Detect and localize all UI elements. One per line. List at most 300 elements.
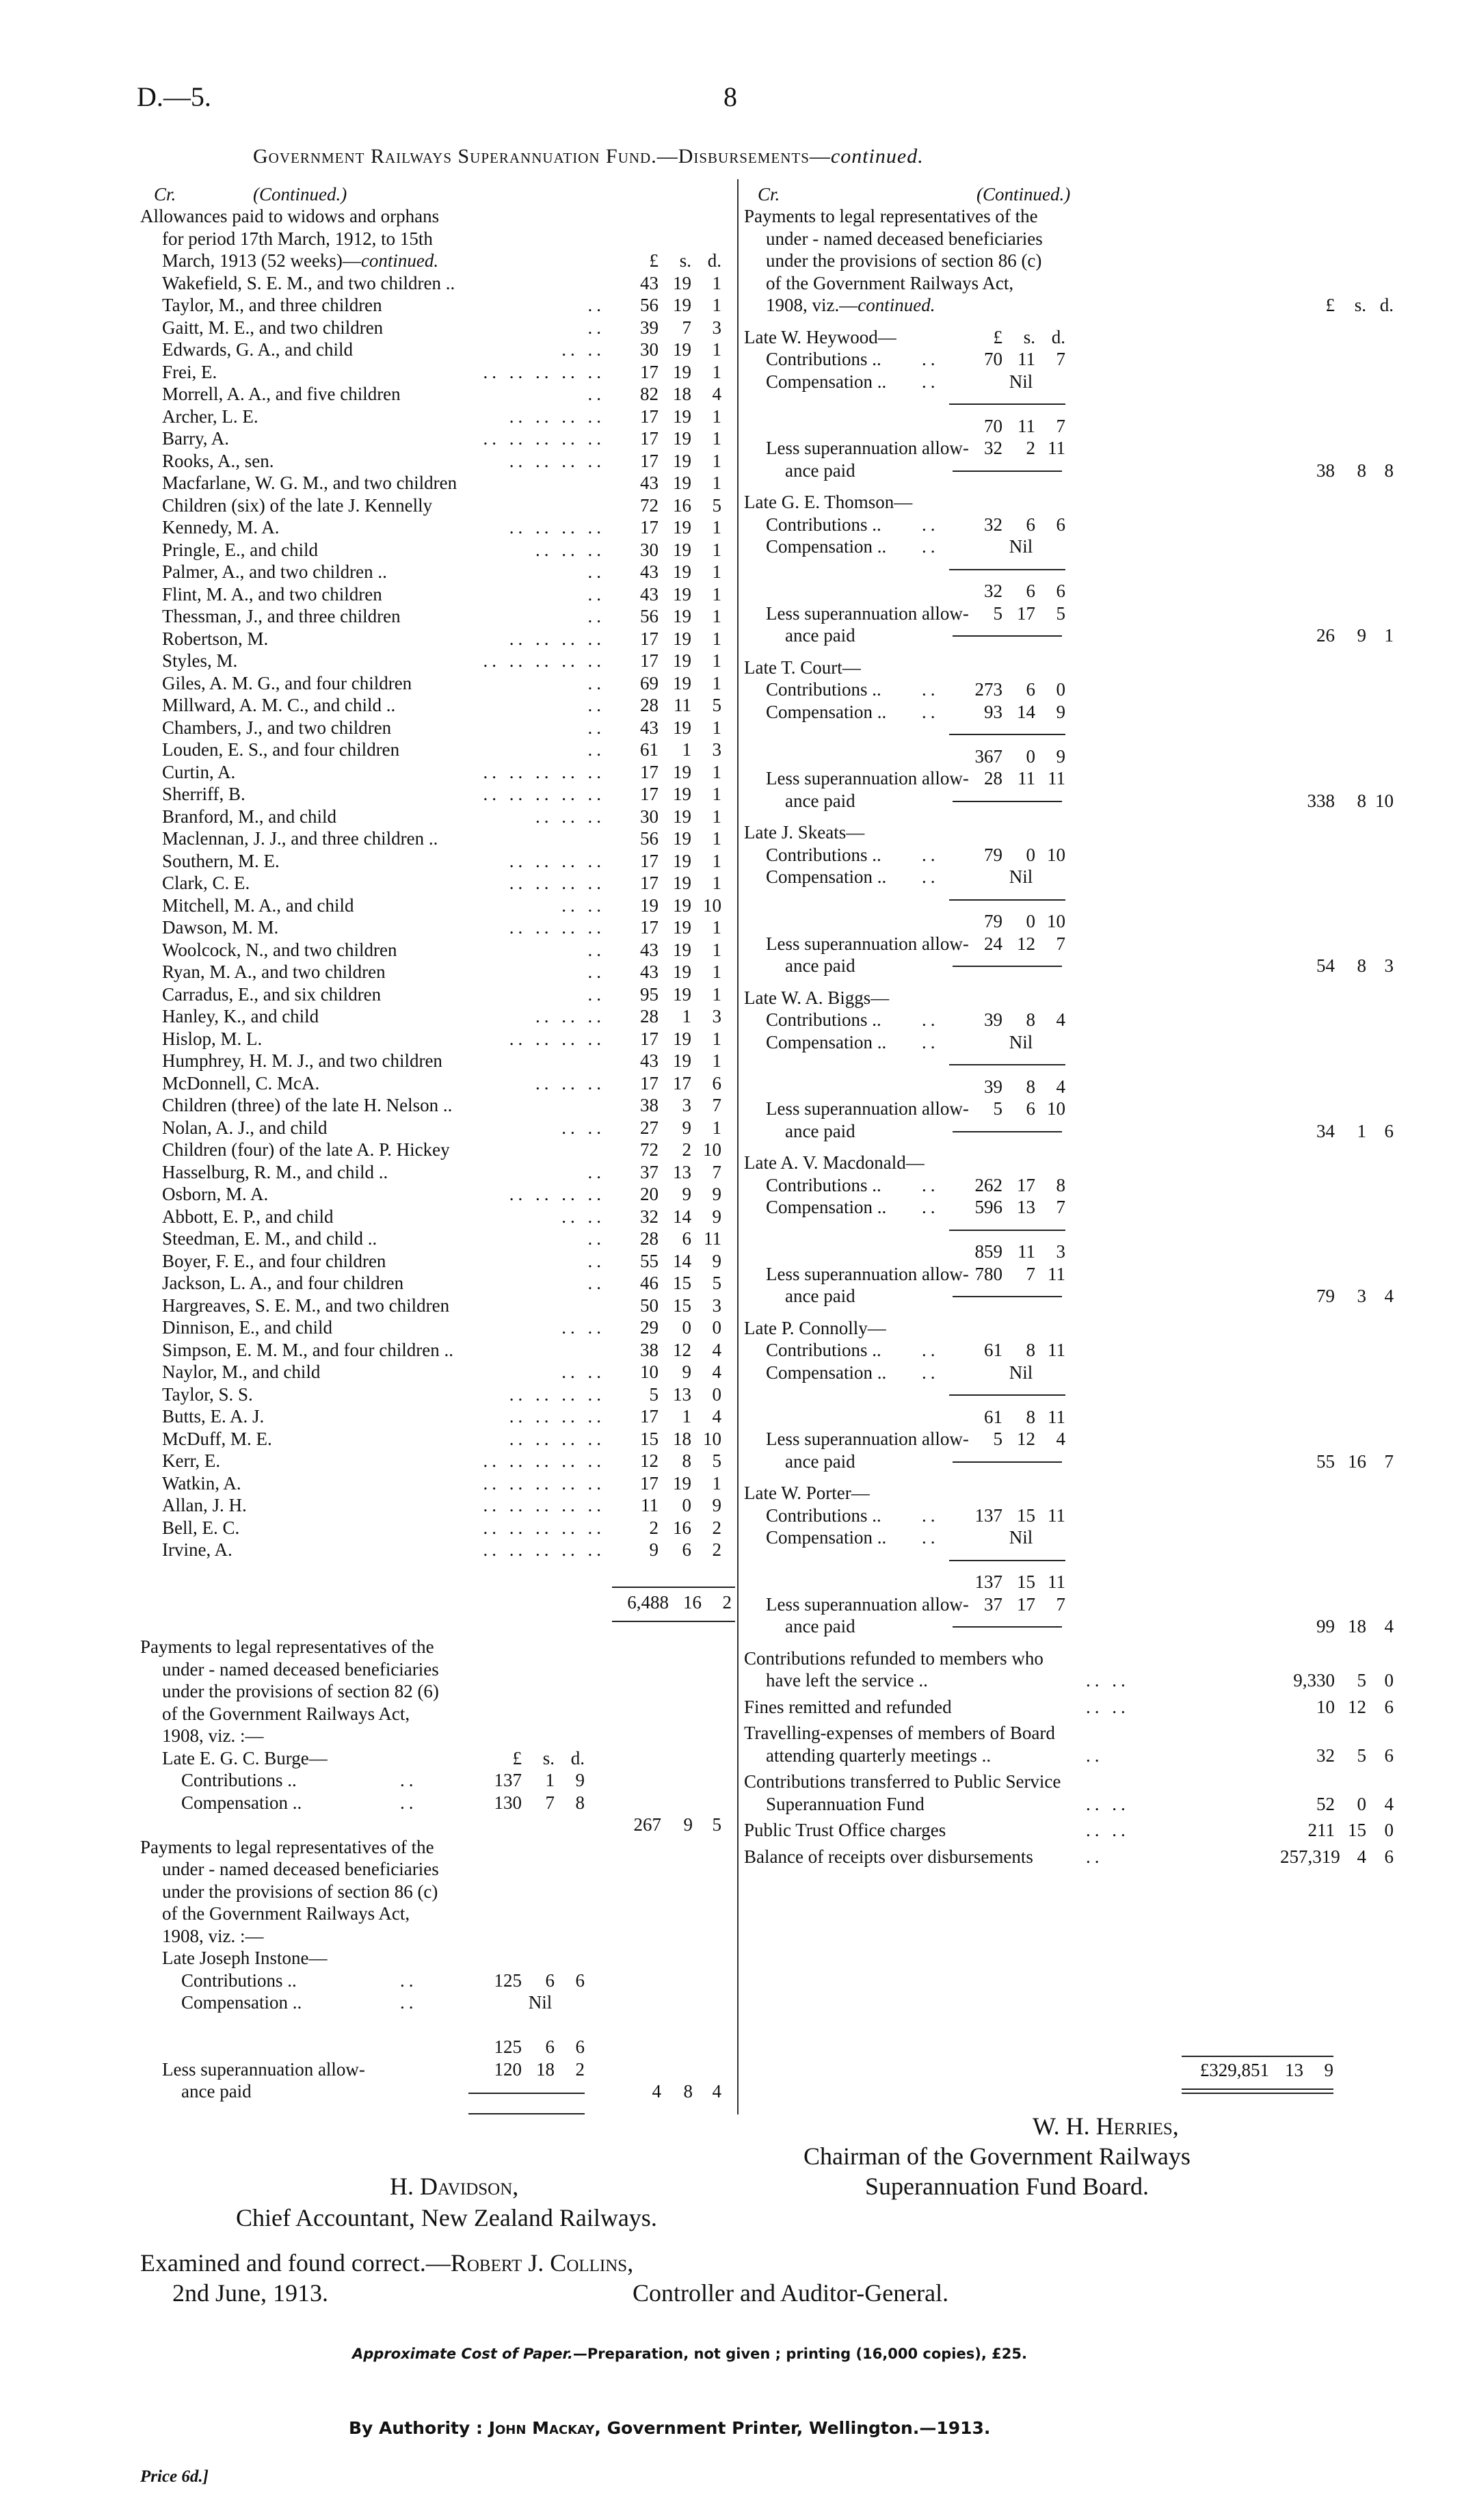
grand-total-double-rule — [1182, 2088, 1333, 2094]
person-name: Late A. V. Macdonald— — [744, 1152, 925, 1173]
allowance-row — [140, 916, 742, 939]
amount-d: 3 — [1056, 1241, 1065, 1262]
less-row-2 — [744, 1120, 1394, 1143]
sundry-label: Fines remitted and refunded — [744, 1696, 952, 1717]
sundry-label: Contributions refunded to members who — [744, 1647, 1044, 1669]
amount-l: 367 — [974, 745, 1002, 767]
leader-dots: .. .. — [1086, 1670, 1130, 1690]
less-rule — [953, 1296, 1062, 1297]
allowance-amount — [612, 1494, 721, 1517]
less-row — [744, 1428, 1332, 1450]
leader-dots: .. — [922, 866, 940, 887]
currency-unit: £ — [993, 326, 1002, 347]
allowance-row — [140, 294, 742, 317]
person-name-row — [744, 1152, 1332, 1174]
allowance-amount — [612, 450, 721, 473]
allowance-row — [140, 1428, 742, 1450]
amount-d: 3 — [712, 1006, 721, 1026]
contributions-row — [744, 1009, 1332, 1031]
amount-l: 43 — [640, 272, 659, 293]
leader-dots: .. .. .. .. — [509, 1383, 605, 1405]
allowance-row — [140, 1494, 742, 1517]
subtotal-amount — [949, 1571, 1065, 1593]
contributions-row — [744, 1339, 1332, 1362]
allowances-list — [140, 272, 742, 1561]
amount-l: 17 — [640, 873, 659, 893]
allowance-amount — [612, 850, 721, 873]
amount-s: 15 — [673, 1273, 691, 1293]
leader-dots: .. — [922, 1340, 940, 1360]
leader-dots: .. .. .. .. .. — [483, 428, 605, 449]
currency-unit: d. — [1051, 326, 1065, 347]
amount-l: 32 — [984, 514, 1002, 535]
amount-s: 19 — [673, 806, 691, 827]
sundry-row — [744, 1722, 1332, 1745]
amount-d: 4 — [712, 1406, 721, 1427]
amount-d: 3 — [712, 1295, 721, 1316]
amount-d: 2 — [712, 1517, 721, 1538]
rule-row — [744, 1219, 1332, 1241]
amount-s: 19 — [673, 450, 691, 471]
amount-d: 10 — [703, 1139, 721, 1160]
amount-s: 8 — [1026, 1406, 1035, 1427]
leader-dots: .. — [587, 1228, 605, 1249]
allowance-row — [140, 1295, 742, 1317]
less-label-2: ance paid — [785, 625, 855, 646]
amount-l: 15 — [640, 1428, 659, 1449]
sundry-row — [744, 1846, 1394, 1868]
beneficiary-name: Millward, A. M. C., and child .. — [162, 695, 396, 715]
amount-l: 79 — [984, 844, 1002, 865]
contributions-row — [744, 844, 1332, 866]
amount-d: 6 — [1384, 1745, 1394, 1766]
leader-dots: .. — [922, 536, 940, 557]
grand-total: £329,851 13 9 — [1199, 2060, 1333, 2080]
amount-d: 9 — [1056, 745, 1065, 767]
allowance-row — [140, 494, 742, 517]
allowance-amount — [612, 272, 721, 295]
amount-s: 3 — [1357, 1286, 1366, 1306]
spacer — [744, 1308, 1332, 1317]
leader-dots: .. — [587, 295, 605, 315]
amount-d: 1 — [712, 850, 721, 871]
amount-d: 1 — [712, 428, 721, 449]
sundry-amount — [1277, 1793, 1394, 1816]
contributions-amount — [949, 1339, 1065, 1362]
person-name-row — [744, 326, 1332, 349]
allowance-row — [140, 317, 742, 339]
allowance-row — [140, 1339, 742, 1362]
spacer — [744, 481, 1332, 491]
beneficiary-block — [744, 1472, 1394, 1638]
less-label: Less superannuation allow- — [766, 933, 969, 954]
right-column: Cr. (Continued.) Payments to legal representatives of the under - named deceased beneficiaries under the provisions of section 86 (c) of the Government Railways Act, 1908, viz.—continued. £ s. d. Late W. Heywood— £ s. d. Contributions .. .. 70 11 7 Compensation .. .. Nil 70 11 7 Less superannuation allow- 32 2 11 ance paid 38 8 8 Late G. E. Thomson— Contributions .. .. 32 6 6 Compensation .. .. Nil 32 6 6 Less superannuation allow- 5 17 5 ance paid 26 9 1 Late T. Court— Contributions .. .. 273 6 0 Compensation .. .. 93 14 9 367 0 9 Less superannuation allow- 28 11 11 ance paid 338 8 10 Late J. Skeats— Contributions .. .. 79 0 10 Compensation .. .. Nil 79 0 10 Less superannuation allow- 24 12 7 ance paid 54 8 3 Late W. A. Biggs— Contributions .. .. 39 8 4 Compensation .. .. Nil 39 8 4 Less superannuation allow- 5 6 10 ance paid 34 1 6 Late A. V. Macdonald— Contributions .. .. 262 17 8 Compensation .. .. 596 13 7 859 11 3 Less superannuation allow- 780 7 11 ance paid 79 3 4 Late P. Connolly— Contributions .. .. 61 8 11 Compensation .. .. Nil 61 8 11 Less superannuation allow- 5 12 4 ance paid 55 16 7 Late W. Porter— Contributions .. .. 137 15 11 Compensation .. .. Nil 137 15 11 Less superannuation allow- 37 17 7 ance paid 99 18 4 Contributions refunded to members who have left the service .. .. .. 9,330 5 0 Fines remitted and refunded .. .. 10 12 6 Travelling-expenses of members of Board attending quarterly meetings .. .. 32 5 6 Contributions transferred to Public Service Superannuation Fund .. .. 52 0 4 Public Trust Office charges .. .. 211 15 0 Balance of receipts over disbursements .. 257,319 4 6 — [744, 183, 1332, 1872]
leader-dots: .. — [922, 1527, 940, 1548]
allowance-row — [140, 1072, 742, 1095]
beneficiary-name: Kennedy, M. A. — [162, 517, 280, 538]
rule-row — [744, 888, 1332, 911]
beneficiary-name: Watkin, A. — [162, 1472, 241, 1494]
examined-date: 2nd June, 1913. — [172, 2279, 328, 2307]
amount-s: 8 — [682, 1450, 691, 1471]
subtotal-rule — [949, 734, 1065, 735]
beneficiary-name: Frei, E. — [162, 361, 217, 382]
left-cr-header — [140, 183, 742, 205]
nil-text: Nil — [1009, 1031, 1033, 1052]
beneficiary-name: Naylor, M., and child — [162, 1362, 321, 1382]
person-name-row — [744, 491, 1332, 514]
allowance-amount — [612, 806, 721, 828]
allowance-amount — [612, 961, 721, 983]
amount-s: 19 — [673, 295, 691, 315]
beneficiary-block — [744, 647, 1394, 812]
sundry-row-2 — [744, 1793, 1394, 1816]
amount-l: 37 — [640, 1161, 659, 1182]
amount-d: 11 — [1048, 1340, 1065, 1360]
amount-s: 2 — [682, 1139, 691, 1160]
section82-block: Payments to legal representatives of the under - named deceased beneficiaries under the provisions of section 82 (6) of the Government Railways Act, 1908, viz. :— Late E. G. C. Burge— £ s. d. Contributions .. .. 137 1 9 Compensation .. .. 130 7 8 267 9 5 Payments to legal representatives of the under - named deceased beneficiaries under the provisions of section 86 (c) of the Government Railways Act, 1908, viz. :— Late Joseph Instone— Contributions .. .. 125 6 6 Compensation .. .. Nil 125 6 6 Less superannuation allow- 120 18 2 ance paid 4 8 4 — [140, 1636, 721, 2101]
contributions-row — [744, 514, 1332, 536]
amount-s: 0 — [1357, 1793, 1366, 1814]
leader-dots: .. .. — [1086, 1820, 1130, 1840]
amount-s: 19 — [673, 561, 691, 582]
person-name-row — [744, 821, 1332, 844]
less-rule — [953, 1626, 1062, 1628]
sundry-label-2: attending quarterly meetings .. — [766, 1745, 992, 1766]
subtotal-amount — [949, 745, 1065, 768]
amount-s: 12 — [673, 1339, 691, 1360]
amount-d: 1 — [712, 561, 721, 582]
compensation-label: Compensation .. — [766, 1031, 887, 1052]
less-amount — [949, 1428, 1065, 1450]
amount-d: 1 — [712, 873, 721, 893]
page-ref: D.—5. — [137, 81, 211, 112]
beneficiary-name: Gaitt, M. E., and two children — [162, 317, 384, 338]
amount-d: 4 — [1056, 1076, 1065, 1097]
compensation-nil — [949, 866, 1065, 888]
section82-total: 267 9 5 — [633, 1814, 721, 1835]
beneficiary-name: Dinnison, E., and child — [162, 1317, 332, 1338]
amount-d: 1 — [712, 761, 721, 782]
compensation-label: Compensation .. — [766, 1362, 887, 1383]
beneficiary-name: Dawson, M. M. — [162, 917, 279, 938]
leader-dots: .. .. — [561, 894, 605, 916]
sundry-row — [744, 1770, 1332, 1793]
allowance-row — [140, 1005, 742, 1028]
amount-d: 11 — [704, 1228, 721, 1249]
beneficiary-name: Branford, M., and child — [162, 806, 336, 827]
amount-l: 72 — [640, 1139, 659, 1160]
amount-d: 1 — [712, 1472, 721, 1494]
subtotal-amount — [949, 580, 1065, 602]
less-rule — [953, 635, 1062, 637]
less-label: Less superannuation allow- — [766, 1098, 969, 1119]
leader-dots: .. .. .. .. .. — [483, 1495, 605, 1515]
less-amount — [949, 1098, 1065, 1120]
beneficiary-name: Hargreaves, S. E. M., and two children — [162, 1295, 450, 1316]
allowance-row — [140, 628, 742, 650]
amount-l: 780 — [974, 1263, 1002, 1284]
allowance-row — [140, 472, 742, 494]
compensation-nil — [949, 1031, 1065, 1054]
amount-s: 15 — [1017, 1571, 1035, 1592]
total-rule — [612, 1587, 735, 1588]
leader-dots: .. .. .. .. — [509, 917, 605, 938]
leader-dots: .. .. .. — [535, 806, 605, 827]
amount-s: 13 — [673, 1161, 691, 1182]
amount-l: 95 — [640, 983, 659, 1005]
amount-d: 4 — [1384, 1793, 1394, 1814]
beneficiary-name: Steedman, E. M., and child .. — [162, 1228, 377, 1249]
amount-l: 27 — [640, 1117, 659, 1138]
leader-dots: .. — [587, 672, 605, 693]
amount-s: 14 — [673, 1206, 691, 1227]
compensation-nil — [949, 1362, 1065, 1384]
amount-d: 5 — [712, 494, 721, 516]
amount-s: 6 — [1026, 1098, 1035, 1119]
beneficiary-name: Giles, A. M. G., and four children — [162, 672, 412, 693]
sundry-row — [744, 1819, 1394, 1842]
spacer — [744, 1638, 1332, 1647]
beneficiary-name: Palmer, A., and two children .. — [162, 561, 387, 582]
amount-l: 12 — [640, 1450, 659, 1471]
leader-dots: .. .. .. — [535, 539, 605, 560]
amount-l: 56 — [640, 828, 659, 849]
beneficiary-name: Louden, E. S., and four children — [162, 739, 400, 760]
amount-s: 19 — [673, 1472, 691, 1494]
amount-l: 26 — [1316, 625, 1335, 646]
amount-s: 5 — [1357, 1745, 1366, 1766]
amount-l: 17 — [640, 1028, 659, 1049]
allowance-row — [140, 717, 742, 739]
amount-l: 38 — [640, 1095, 659, 1115]
beneficiary-name: McDonnell, C. McA. — [162, 1072, 320, 1093]
amount-s: 17 — [1017, 1174, 1035, 1195]
allowance-amount — [612, 983, 721, 1006]
amount-s: 0 — [682, 1495, 691, 1515]
herries-title-line1: Chairman of the Government Railways — [803, 2143, 1191, 2170]
compensation-row — [744, 866, 1332, 888]
beneficiary-name: Clark, C. E. — [162, 873, 250, 893]
beneficiary-name: Chambers, J., and two children — [162, 717, 392, 738]
less-rule — [953, 1461, 1062, 1463]
amount-s: 18 — [673, 384, 691, 404]
amount-l: 43 — [640, 473, 659, 493]
amount-l: 37 — [984, 1593, 1002, 1615]
allowance-row — [140, 1050, 742, 1072]
amount-d: 9 — [712, 1495, 721, 1515]
allowance-row — [140, 1028, 742, 1050]
amount-l: 5 — [993, 1098, 1002, 1119]
amount-s: 6 — [1026, 581, 1035, 601]
beneficiary-name: Osborn, M. A. — [162, 1184, 269, 1204]
amount-d: 1 — [712, 517, 721, 538]
less-row-2 — [744, 1615, 1394, 1638]
amount-s: 7 — [682, 317, 691, 338]
leader-dots: .. — [587, 939, 605, 960]
compensation-row — [744, 535, 1332, 558]
beneficiary-name: Humphrey, H. M. J., and two children — [162, 1050, 442, 1071]
section86-total: 4 8 4 — [652, 2081, 721, 2101]
contributions-label: Contributions .. — [766, 1504, 881, 1526]
amount-l: 34 — [1316, 1120, 1335, 1141]
nil-text: Nil — [1009, 866, 1033, 887]
allowance-amount — [612, 1316, 721, 1339]
allowance-row — [140, 1472, 742, 1495]
compensation-row — [744, 1362, 1332, 1384]
amount-l: 17 — [640, 517, 659, 538]
amount-l: 70 — [984, 349, 1002, 369]
amount-d: 6 — [712, 1072, 721, 1093]
allowance-row — [140, 761, 742, 784]
amount-l: 2 — [649, 1517, 659, 1538]
contributions-amount — [949, 348, 1065, 371]
amount-s: 19 — [673, 539, 691, 560]
amount-l: 28 — [640, 1006, 659, 1026]
allowance-row — [140, 339, 742, 361]
amount-d: 1 — [712, 917, 721, 938]
amount-d: 11 — [1048, 1406, 1065, 1427]
allowance-row — [140, 539, 742, 561]
person-name: Late W. Porter— — [744, 1483, 870, 1503]
title-cont: continued. — [830, 145, 924, 168]
less-label: Less superannuation allow- — [766, 438, 969, 458]
less-amount — [949, 602, 1065, 625]
beneficiary-name: Ryan, M. A., and two children — [162, 961, 386, 982]
less-row — [744, 437, 1332, 460]
allowance-amount — [612, 672, 721, 695]
sundry-amount — [1277, 1696, 1394, 1719]
contributions-row — [744, 1504, 1332, 1527]
compensation-row — [744, 1526, 1332, 1549]
amount-l: 46 — [640, 1273, 659, 1293]
amount-l: 262 — [974, 1174, 1002, 1195]
contributions-row — [744, 348, 1332, 371]
amount-d: 1 — [712, 1028, 721, 1049]
amount-d: 1 — [712, 295, 721, 315]
allowance-amount — [612, 1206, 721, 1228]
allowance-amount — [612, 1472, 721, 1495]
less-rule — [953, 1131, 1062, 1132]
allowance-amount — [612, 1539, 721, 1561]
compensation-label: Compensation .. — [766, 701, 887, 722]
allowance-row — [140, 406, 742, 428]
less-row — [744, 602, 1332, 625]
amount-d: 9 — [712, 1250, 721, 1271]
nil-text: Nil — [1009, 1527, 1033, 1548]
beneficiary-name: Macfarlane, W. G. M., and two children — [162, 473, 457, 493]
rule-row — [744, 1383, 1332, 1406]
subtotal-row — [744, 1076, 1332, 1098]
amount-l: 20 — [640, 1184, 659, 1204]
beneficiary-name: Rooks, A., sen. — [162, 450, 274, 471]
allowance-row — [140, 605, 742, 628]
leader-dots: .. .. — [561, 1362, 605, 1382]
beneficiary-total — [1277, 955, 1394, 977]
allowance-amount — [612, 472, 721, 494]
amount-s: 19 — [673, 828, 691, 849]
allowance-row — [140, 583, 742, 606]
leader-dots: .. .. .. .. — [509, 450, 605, 471]
amount-d: 0 — [1384, 1820, 1394, 1840]
amount-d: 1 — [712, 939, 721, 960]
currency-header: £ s. d. — [1325, 295, 1394, 315]
amount-l: 79 — [984, 911, 1002, 931]
beneficiary-name: Southern, M. E. — [162, 850, 280, 871]
amount-s: 19 — [673, 628, 691, 649]
subtotal-row — [744, 910, 1332, 933]
beneficiary-name: Hanley, K., and child — [162, 1006, 319, 1026]
amount-s: 4 — [1357, 1846, 1366, 1867]
less-amount — [949, 933, 1065, 955]
less-rule — [953, 470, 1062, 472]
contributions-label: Contributions .. — [766, 1340, 881, 1360]
signature-herries: W. H. Herries, — [1033, 2112, 1179, 2140]
amount-d: 4 — [1384, 1286, 1394, 1306]
allowance-row — [140, 1139, 742, 1161]
amount-s: 17 — [1017, 602, 1035, 624]
allowance-amount — [612, 1139, 721, 1161]
subtotal-row — [744, 580, 1332, 602]
amount-d: 11 — [1048, 1504, 1065, 1526]
beneficiary-name: Flint, M. A., and two children — [162, 583, 382, 605]
sundry-amount — [1277, 1669, 1394, 1692]
amount-l: 9,330 — [1293, 1670, 1335, 1690]
leader-dots: .. .. .. .. — [509, 1428, 605, 1449]
amount-l: 38 — [640, 1339, 659, 1360]
allowance-row — [140, 739, 742, 761]
allowance-amount — [612, 605, 721, 628]
nil-text: Nil — [1009, 1362, 1033, 1383]
subtotal-rule — [949, 1064, 1065, 1065]
contributions-label: Contributions .. — [766, 1009, 881, 1030]
leader-dots: .. — [922, 1362, 940, 1383]
amount-l: 17 — [640, 1406, 659, 1427]
amount-d: 5 — [712, 1450, 721, 1471]
amount-l: 19 — [640, 894, 659, 916]
amount-l: 9 — [649, 1539, 659, 1560]
allowance-amount — [612, 1517, 721, 1539]
amount-s: 19 — [673, 894, 691, 916]
amount-s: 19 — [673, 873, 691, 893]
amount-d: 1 — [712, 606, 721, 626]
amount-l: 5 — [993, 1429, 1002, 1449]
beneficiary-name: Curtin, A. — [162, 761, 236, 782]
amount-s: 19 — [673, 517, 691, 538]
amount-d: 5 — [712, 1273, 721, 1293]
page-title — [253, 145, 924, 168]
amount-s: 6 — [682, 1539, 691, 1560]
amount-d: 11 — [1048, 1571, 1065, 1592]
amount-d: 3 — [1384, 955, 1394, 976]
contributions-label: Contributions .. — [766, 1174, 881, 1195]
amount-l: 32 — [984, 581, 1002, 601]
amount-l: 43 — [640, 961, 659, 982]
leader-dots: .. — [922, 844, 940, 865]
rule-row — [744, 558, 1332, 581]
person-name: Late T. Court— — [744, 656, 861, 678]
amount-l: 69 — [640, 672, 659, 693]
amount-l: 17 — [640, 428, 659, 449]
beneficiary-name: Children (three) of the late H. Nelson .. — [162, 1095, 453, 1115]
amount-d: 1 — [712, 650, 721, 671]
amount-s: 11 — [1018, 349, 1035, 369]
contributions-amount — [949, 514, 1065, 536]
allowance-row — [140, 783, 742, 806]
page-number: 8 — [723, 81, 737, 112]
leader-dots: .. — [922, 514, 940, 535]
allowance-amount — [612, 539, 721, 561]
